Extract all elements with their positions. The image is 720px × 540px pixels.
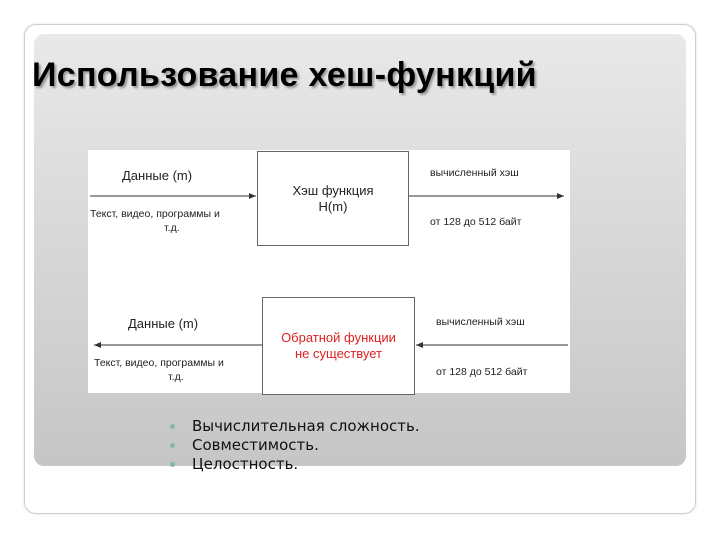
bullet-dot-icon — [170, 462, 175, 467]
no-inverse-box-line2: не существует — [295, 346, 382, 361]
hash-function-box — [257, 151, 409, 246]
top-input-label: Данные (m) — [122, 168, 193, 183]
bullet-text: Вычислительная сложность. — [192, 417, 420, 435]
bullet-item — [170, 436, 420, 455]
bullet-list — [170, 417, 420, 474]
no-inverse-box-line1: Обратной функции — [281, 330, 396, 346]
top-output-label: вычисленный хэш — [430, 167, 519, 179]
bullet-dot-icon — [170, 443, 175, 448]
bottom-output-sub-line2: т.д. — [168, 371, 184, 383]
top-input-sub-line2: т.д. — [164, 222, 180, 234]
bullet-dot-icon — [170, 424, 175, 429]
hash-function-box-line2: H(m) — [318, 198, 348, 214]
bullet-text: Целостность. — [192, 455, 299, 473]
bottom-input-label: вычисленный хэш — [436, 316, 525, 328]
top-output-sub: от 128 до 512 байт — [430, 216, 522, 228]
bottom-output-label: Данные (m) — [128, 316, 199, 331]
bullet-item — [170, 417, 420, 436]
bottom-input-sub: от 128 до 512 байт — [436, 366, 528, 378]
bottom-output-sub-line1: Текст, видео, программы и — [94, 357, 224, 369]
top-input-sub-line1: Текст, видео, программы и — [90, 208, 220, 220]
hash-function-box-line1: Хэш функция — [292, 182, 374, 198]
hash-diagram — [88, 150, 570, 393]
no-inverse-function-box — [262, 297, 415, 395]
bullet-text: Совместимость. — [192, 436, 319, 454]
bullet-item — [170, 455, 420, 474]
slide-title: Использование хеш-функций — [32, 56, 537, 94]
